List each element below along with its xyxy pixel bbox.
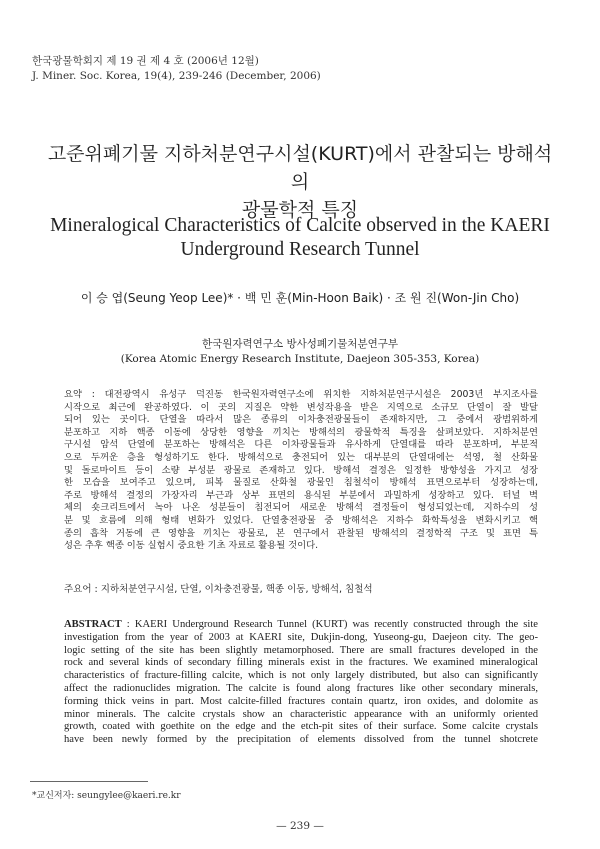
english-abstract	[64, 619, 538, 747]
english-abstract-line: have been newly formed by the precipitation of elements dissolved from the tunnel shotcrete	[64, 734, 538, 746]
korean-abstract	[64, 389, 538, 553]
journal-header	[32, 54, 321, 84]
corresponding-author-footnote: *교신저자: seungylee@kaeri.re.kr	[32, 791, 181, 801]
keywords: 주요어 : 지하처분연구시설, 단열, 이차충전광물, 핵종 이동, 방해석, 침철석	[64, 584, 373, 595]
footnote-divider	[30, 781, 148, 782]
korean-abstract-line: 체의 숏크리트에서 녹아 나온 성분들이 침전되어 새로운 방해석 결정들이 형성되었는데, 지하수의 성	[64, 502, 538, 514]
english-abstract-text: : KAERI Underground Research Tunnel (KURT) was recently constructed through the site	[121, 619, 538, 630]
korean-title-line: 광물학적 특징	[241, 199, 359, 221]
korean-abstract-line: 성은 추후 핵종 이동 실험시 중요한 기초 자료로 활용될 것이다.	[64, 540, 319, 552]
english-abstract-line: growth, coated with goethite on the edge and the etch-pit sites of their surface. Some calcite crystals	[64, 721, 538, 733]
abstract-label: ABSTRACT	[64, 619, 122, 630]
affiliation-korean: 한국원자력연구소 방사성폐기물처분연구부	[201, 338, 399, 350]
affiliation-english: (Korea Atomic Energy Research Institute, Daejeon 305-353, Korea)	[120, 353, 480, 365]
korean-abstract-line: 구시설 암석 단열에 분포하는 방해석은 다른 이차광물들과 유사하게 단열대를 따라 분포하며, 부분적	[64, 439, 538, 451]
korean-abstract-line: 시작으로 최근에 완공하였다. 이 곳의 지질은 약한 변성작용을 받은 지역으로 소규모 단열이 잘 발달	[64, 401, 538, 413]
english-title-line: Mineralogical Characteristics of Calcite observed in the KAERI	[50, 215, 550, 236]
korean-title-line: 고준위폐기물 지하처분연구시설(KURT)에서 관찰되는 방해석의	[47, 143, 553, 193]
english-abstract-line: forming thick veins in part. Most calcite-filled fractures contain quartz, iron oxides, and dolomite as	[64, 695, 538, 707]
korean-abstract-line: 주로 방해석 결정의 가장자리 부근과 상부 표면의 용식된 부분에서 과밀하게 성장하고 있다. 터널 벽	[64, 489, 538, 501]
english-abstract-line: affect the radionuclides migration. The calcite is found along fractures like other secondary minerals,	[64, 682, 538, 694]
korean-abstract-line: 종의 흡착 거동에 큰 영향을 끼치는 광물로, 본 연구에서 관찰된 방해석의 결정학적 구조 및 표면 특	[64, 527, 538, 539]
korean-title	[40, 140, 560, 224]
english-abstract-line: logic setting of the site has been slightly metamorphosed. There are small fractures developed in the	[64, 644, 538, 656]
english-title-line: Underground Research Tunnel	[180, 239, 420, 260]
korean-abstract-line: 분포하고 지하 핵종 이동에 상당한 영향을 끼치는 방해석의 광물학적 특징을 살펴보았다. 지하처분연	[64, 426, 538, 438]
journal-citation-korean: 한국광물학회지 제 19 권 제 4 호 (2006년 12월)	[32, 55, 259, 67]
korean-abstract-line: 되어 있는 곳이다. 단열을 따라서 많은 종류의 이차충전광물들이 존재하지만, 그 중에서 광범위하게	[64, 414, 538, 426]
page-number: — 239 —	[276, 820, 324, 832]
english-abstract-line: characteristics of fracture-filling calcite, which is not only largely distributed, but also can significantly	[64, 670, 538, 682]
english-title	[40, 214, 560, 262]
korean-abstract-line: 및 돌로마이트 등이 소량 부성분 광물로 존재하고 있다. 방해석 결정은 일정한 방향성을 가지고 성장	[64, 464, 538, 476]
korean-abstract-line: 요약 : 대전광역시 유성구 덕진동 한국원자력연구소에 위치한 지하처분연구시설은 2003년 부지조사를	[64, 389, 538, 400]
english-abstract-line: rock and several kinds of secondary filling minerals exist in the fractures. We examined mineralogical	[64, 657, 538, 669]
affiliation	[40, 337, 560, 367]
english-abstract-line: minor minerals. The calcite crystals show an characteristic appearance with an uniformly oriented	[64, 708, 538, 720]
korean-abstract-line: 분 및 흐름에 의해 형태 변화가 있었다. 단열충전광물 중 방해석은 지하수 화학특성을 변화시키고 핵	[64, 514, 538, 526]
journal-citation-english: J. Miner. Soc. Korea, 19(4), 239-246 (December, 2006)	[32, 70, 321, 82]
english-abstract-line	[64, 619, 538, 632]
author-list: 이 승 엽(Seung Yeop Lee)* · 백 민 훈(Min-Hoon Baik) · 조 원 진(Won-Jin Cho)	[80, 291, 520, 305]
english-abstract-line: investigation from the year of 2003 at KAERI site, Dukjin-dong, Yuseong-gu, Daejeon city. The geo-	[64, 631, 538, 643]
korean-abstract-line: 한 모습을 보여주고 있으며, 피복 물질로 산화철 광물인 침철석이 방해석 표면으로부터 성장하는데,	[64, 477, 538, 489]
korean-abstract-line: 으로 두꺼운 층을 형성하기도 한다. 방해석으로 충전되어 있는 대부분의 단열대에는 석영, 철 산화물	[64, 451, 538, 463]
